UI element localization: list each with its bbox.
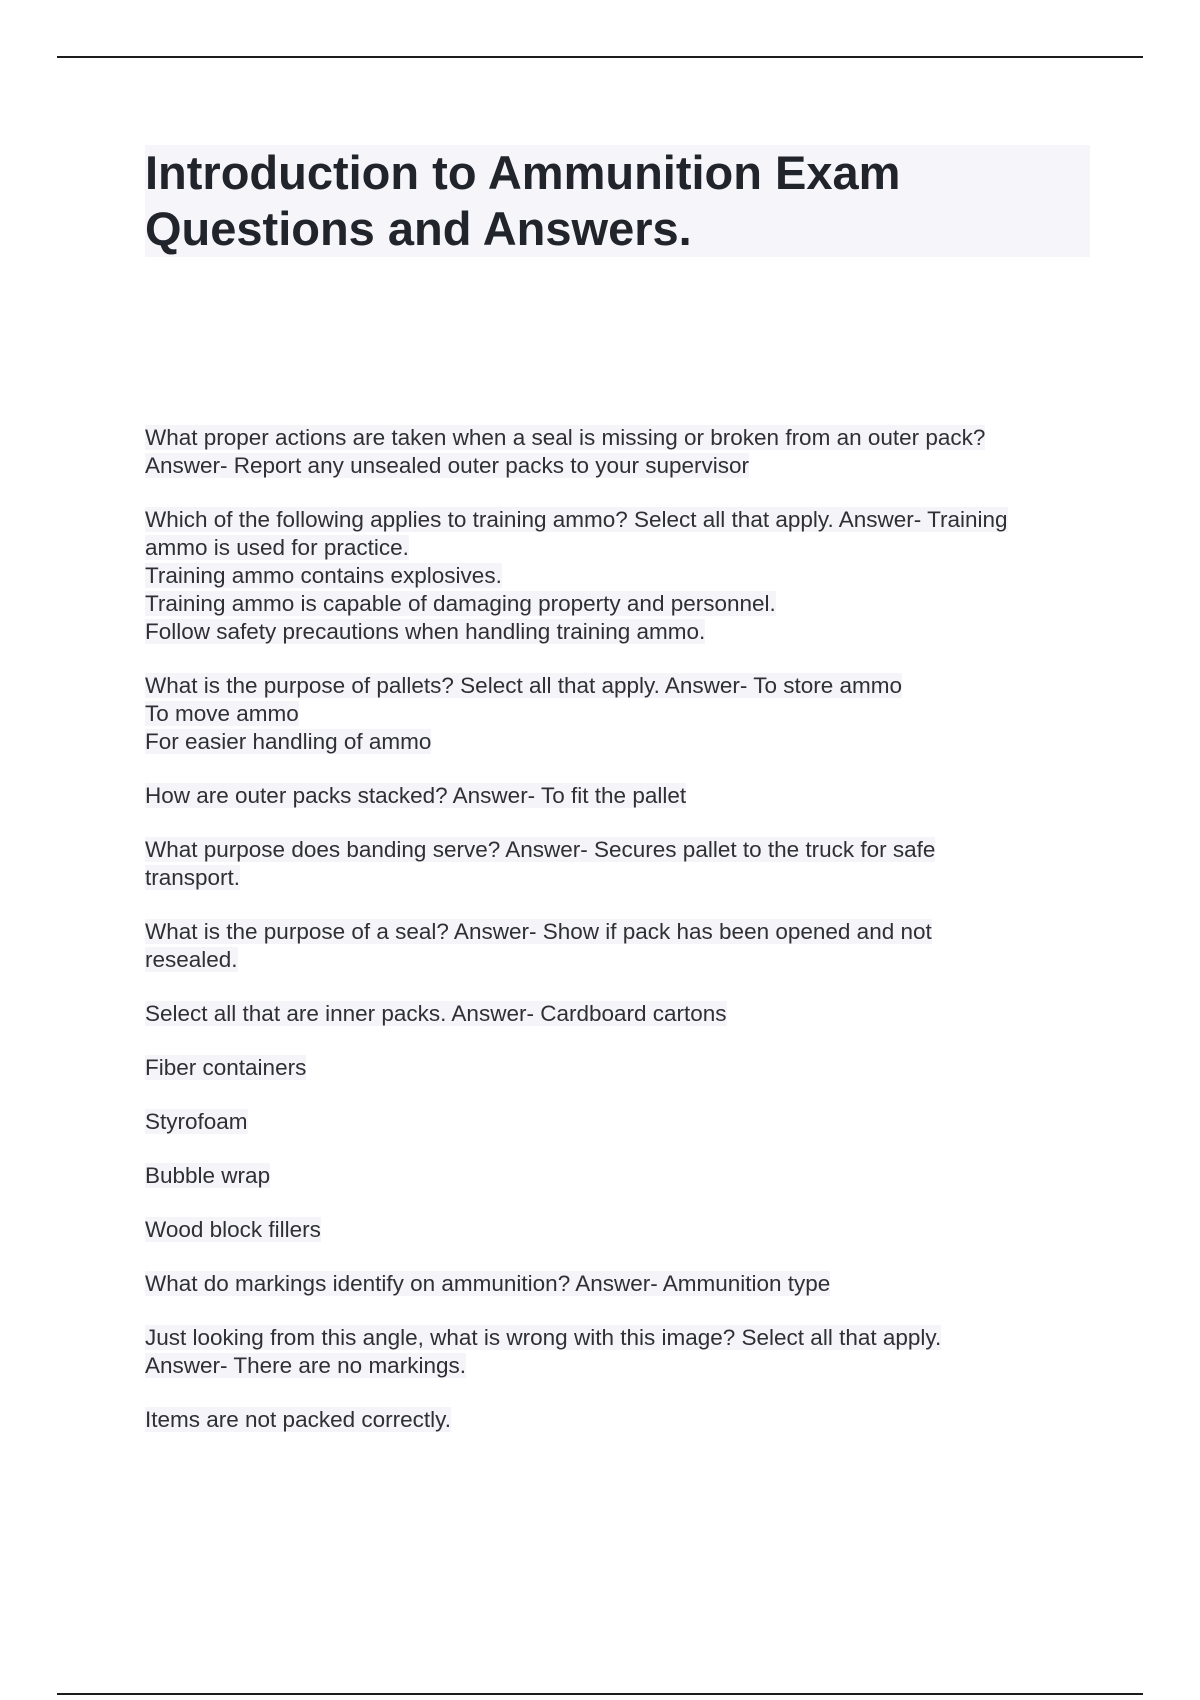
- text-line: What purpose does banding serve? Answer- Secures pallet to the truck for safe: [145, 837, 936, 862]
- text-line: What is the purpose of pallets? Select all that apply. Answer- To store ammo: [145, 673, 903, 698]
- qa-item: [145, 782, 1100, 810]
- qa-item: [145, 1000, 1100, 1028]
- text-line: Wood block fillers: [145, 1217, 321, 1242]
- text-line: Which of the following applies to training ammo? Select all that apply. Answer- Training: [145, 507, 1008, 532]
- text-line: Select all that are inner packs. Answer- Cardboard cartons: [145, 1001, 727, 1026]
- text-line: Fiber containers: [145, 1055, 307, 1080]
- qa-item: [145, 1324, 1100, 1380]
- text-line: Bubble wrap: [145, 1163, 271, 1188]
- document-body: [145, 424, 1100, 1460]
- text-line: Styrofoam: [145, 1109, 248, 1134]
- text-line: What is the purpose of a seal? Answer- Show if pack has been opened and not: [145, 919, 932, 944]
- text-line: Follow safety precautions when handling training ammo.: [145, 619, 706, 644]
- text-line: transport.: [145, 865, 241, 890]
- text-line: Just looking from this angle, what is wrong with this image? Select all that apply.: [145, 1325, 942, 1350]
- text-line: How are outer packs stacked? Answer- To fit the pallet: [145, 783, 687, 808]
- qa-item: [145, 1162, 1100, 1190]
- qa-item: [145, 424, 1100, 480]
- title-box: [145, 145, 1090, 257]
- qa-item: [145, 506, 1100, 646]
- qa-item: [145, 672, 1100, 756]
- text-line: Items are not packed correctly.: [145, 1407, 451, 1432]
- text-line: Answer- There are no markings.: [145, 1353, 466, 1378]
- qa-item: [145, 918, 1100, 974]
- text-line: What do markings identify on ammunition? Answer- Ammunition type: [145, 1271, 831, 1296]
- text-line: ammo is used for practice.: [145, 535, 409, 560]
- text-line: resealed.: [145, 947, 238, 972]
- text-line: To move ammo: [145, 701, 299, 726]
- page-title: [145, 145, 1090, 257]
- top-rule: [57, 56, 1143, 58]
- bottom-rule: [57, 1693, 1143, 1695]
- text-line: For easier handling of ammo: [145, 729, 432, 754]
- title-line: Introduction to Ammunition Exam: [145, 146, 901, 199]
- title-line: Questions and Answers.: [145, 202, 692, 255]
- text-line: Answer- Report any unsealed outer packs to your supervisor: [145, 453, 750, 478]
- qa-item: [145, 836, 1100, 892]
- qa-item: [145, 1216, 1100, 1244]
- qa-item: [145, 1270, 1100, 1298]
- text-line: What proper actions are taken when a seal is missing or broken from an outer pack?: [145, 425, 986, 450]
- text-line: Training ammo contains explosives.: [145, 563, 502, 588]
- text-line: Training ammo is capable of damaging property and personnel.: [145, 591, 776, 616]
- qa-item: [145, 1406, 1100, 1434]
- qa-item: [145, 1108, 1100, 1136]
- qa-item: [145, 1054, 1100, 1082]
